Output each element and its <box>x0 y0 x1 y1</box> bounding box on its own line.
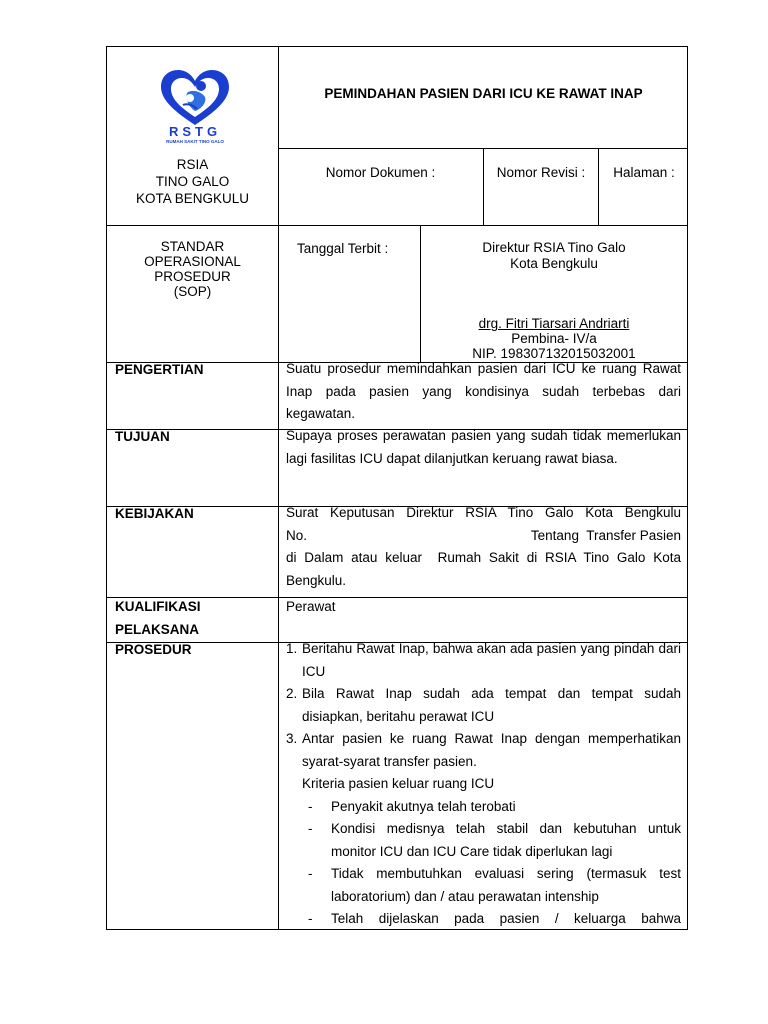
step-number: 2. <box>286 686 298 701</box>
criteria-text: Penyakit akutnya telah terobati <box>331 798 516 814</box>
step-text: Bila Rawat Inap sudah ada tempat dan tempat sudah disiapkan, beritahu perawat ICU <box>302 686 681 724</box>
nomor-dokumen-label: Nomor Dokumen : <box>325 165 436 180</box>
director-rank: Pembina- IV/a <box>511 331 597 346</box>
director-signature-block <box>421 316 687 361</box>
kualifikasi-label-line: KUALIFIKASI <box>115 599 201 614</box>
kualifikasi-text: Perawat <box>286 599 336 614</box>
document-title: PEMINDAHAN PASIEN DARI ICU KE RAWAT INAP <box>324 86 643 101</box>
director-title <box>421 240 687 272</box>
tujuan-text: Supaya proses perawatan pasien yang sudah tidak memerlukan lagi fasilitas ICU dapat dilanjutkan keruang rawat biasa. <box>286 428 681 466</box>
cell-divider <box>483 148 484 225</box>
nomor-revisi-label: Nomor Revisi : <box>496 165 586 180</box>
sop-label-line: STANDAR <box>160 239 225 254</box>
criteria-item: - Kondisi medisnya telah stabil dan kebutuhan untuk monitor ICU dan ICU Care tidak diperlukan lagi <box>308 821 681 859</box>
institution-line: TINO GALO <box>155 174 230 189</box>
criteria-item: - Tidak membutuhkan evaluasi sering (termasuk test laboratorium) dan / atau perawatan intenship <box>308 866 681 904</box>
step-text: Beritahu Rawat Inap, bahwa akan ada pasien yang pindah dari ICU <box>302 641 681 679</box>
sop-label <box>107 239 278 299</box>
prosedur-label: PROSEDUR <box>115 642 192 657</box>
prosedur-content <box>286 638 681 930</box>
kualifikasi-label-line: PELAKSANA <box>115 622 200 637</box>
institution-name <box>107 156 278 207</box>
criteria-text: Kondisi medisnya telah stabil dan kebutuhan untuk monitor ICU dan ICU Care tidak diperlukan lagi <box>331 821 681 859</box>
kebijakan-line: Surat Keputusan Direktur RSIA Tino Galo Kota Bengkulu <box>286 505 681 520</box>
cell-divider <box>598 148 599 225</box>
kebijakan-text <box>286 502 685 592</box>
sop-label-line: (SOP) <box>173 284 212 299</box>
criteria-text: Tidak membutuhkan evaluasi sering (termasuk test laboratorium) dan / atau perawatan intenship <box>331 866 681 904</box>
hospital-logo <box>157 67 233 147</box>
kebijakan-subject: Tentang Transfer Pasien <box>530 527 681 543</box>
kebijakan-number: No. <box>286 527 308 543</box>
logo-tagline: RUMAH SAKIT TINO GALO <box>166 139 224 144</box>
prosedur-step <box>286 638 681 683</box>
criteria-item: - Telah dijelaskan pada pasien / keluarga bahwa <box>308 911 681 926</box>
logo-acronym: RSTG <box>168 124 222 139</box>
institution-line: RSIA <box>176 157 209 172</box>
tujuan-label: TUJUAN <box>115 429 170 444</box>
criteria-list <box>286 796 681 931</box>
row-divider <box>107 225 688 226</box>
step-text: Antar pasien ke ruang Rawat Inap dengan memperhatikan syarat-syarat transfer pasien. <box>302 731 681 769</box>
prosedur-steps <box>286 638 681 773</box>
director-title-line: Direktur RSIA Tino Galo <box>482 240 626 255</box>
halaman-label: Halaman : <box>613 165 675 180</box>
step-number: 3. <box>286 731 298 746</box>
director-name: drg. Fitri Tiarsari Andriarti <box>478 316 630 331</box>
criteria-text: Telah dijelaskan pada pasien / keluarga bahwa <box>331 911 681 926</box>
sop-document-table <box>106 46 688 930</box>
director-nip: NIP. 198307132015032001 <box>472 346 636 361</box>
institution-line: KOTA BENGKULU <box>135 191 250 206</box>
kebijakan-line: di Dalam atau keluar Rumah Sakit di RSIA Tino Galo Kota Bengkulu. <box>286 550 685 588</box>
heart-mother-child-icon <box>157 67 233 129</box>
kebijakan-label: KEBIJAKAN <box>115 506 194 521</box>
pengertian-text: Suatu prosedur memindahkan pasien dari ICU ke ruang Rawat Inap pada pasien yang kondisinya sudah terbebas dari kegawatan. <box>286 361 681 421</box>
pengertian-label: PENGERTIAN <box>115 362 204 377</box>
kualifikasi-label <box>115 595 201 641</box>
criteria-item: - Penyakit akutnya telah terobati <box>308 798 516 814</box>
kebijakan-line <box>286 525 681 548</box>
sop-label-line: PROSEDUR <box>154 269 231 284</box>
prosedur-step <box>286 728 681 773</box>
prosedur-step <box>286 683 681 728</box>
sop-label-line: OPERASIONAL <box>144 254 241 269</box>
director-title-line: Kota Bengkulu <box>510 256 598 271</box>
criteria-heading: Kriteria pasien keluar ruang ICU <box>302 776 495 791</box>
tanggal-terbit-label: Tanggal Terbit : <box>297 241 389 256</box>
step-number: 1. <box>286 641 298 656</box>
